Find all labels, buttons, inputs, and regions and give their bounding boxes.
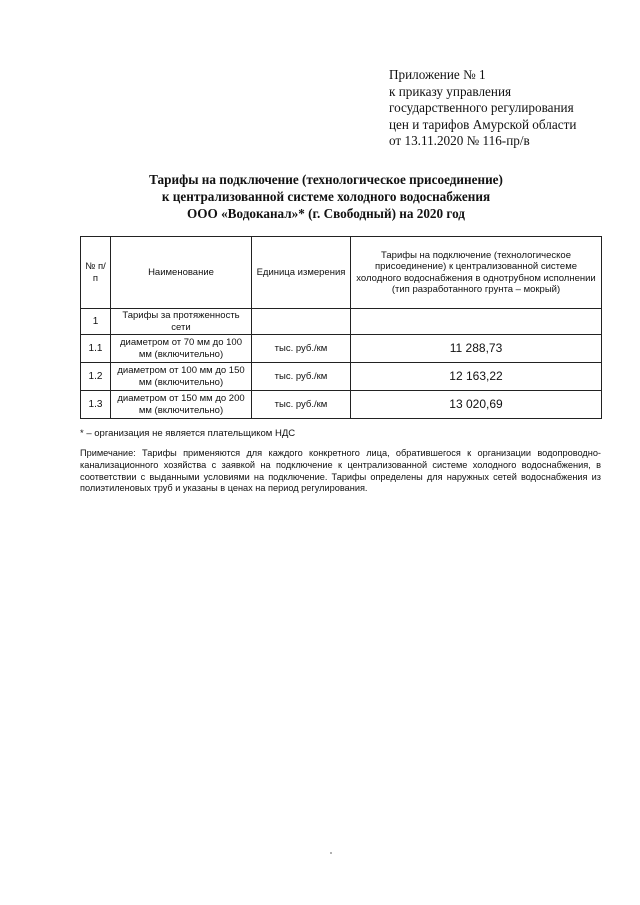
title-line: Тарифы на подключение (технологическое присоединение) xyxy=(149,172,503,187)
tariff-table xyxy=(80,236,602,419)
cell-num: 1 xyxy=(81,309,111,335)
appendix-line: государственного регулирования xyxy=(389,100,574,115)
document-title xyxy=(100,171,552,222)
cell-num: 1.2 xyxy=(81,363,111,391)
cell-name: диаметром от 100 мм до 150 мм (включительно) xyxy=(111,363,252,391)
appendix-line: от 13.11.2020 № 116-пр/в xyxy=(389,133,530,148)
cell-unit: тыс. руб./км xyxy=(252,391,351,419)
appendix-line: цен и тарифов Амурской области xyxy=(389,116,577,132)
table-row xyxy=(81,363,602,391)
cell-name: диаметром от 150 мм до 200 мм (включительно) xyxy=(111,391,252,419)
cell-unit: тыс. руб./км xyxy=(252,335,351,363)
footnote: * – организация не является плательщиком НДС xyxy=(80,428,296,439)
appendix-header xyxy=(389,67,629,150)
cell-unit: тыс. руб./км xyxy=(252,363,351,391)
cell-value: 12 163,22 xyxy=(351,363,602,391)
appendix-line: Приложение № 1 xyxy=(389,67,486,82)
table-row xyxy=(81,391,602,419)
cell-value: 11 288,73 xyxy=(351,335,602,363)
cell-name: Тарифы за протяженность сети xyxy=(111,309,252,335)
cell-value: 13 020,69 xyxy=(351,391,602,419)
cell-value xyxy=(351,309,602,335)
header-num: № п/п xyxy=(81,237,111,309)
cell-unit xyxy=(252,309,351,335)
header-name: Наименование xyxy=(111,237,252,309)
table-header-row xyxy=(81,237,602,309)
table-row xyxy=(81,335,602,363)
appendix-line: к приказу управления xyxy=(389,83,512,99)
header-unit: Единица измерения xyxy=(252,237,351,309)
title-line: к централизованной системе холодного водоснабжения xyxy=(161,189,491,204)
cell-num: 1.3 xyxy=(81,391,111,419)
cell-name: диаметром от 70 мм до 100 мм (включительно) xyxy=(111,335,252,363)
title-line: ООО «Водоканал»* (г. Свободный) на 2020 год xyxy=(187,206,465,221)
scan-speck xyxy=(330,852,332,854)
table-section-row xyxy=(81,309,602,335)
cell-num: 1.1 xyxy=(81,335,111,363)
header-tariff: Тарифы на подключение (технологическое присоединение) к централизованной системе холодного водоснабжения в однотрубном исполнении (тип разработанного грунта – мокрый) xyxy=(351,237,602,309)
note-paragraph: Примечание: Тарифы применяются для каждого конкретного лица, обратившегося к организации водопроводно-канализационного хозяйства с заявкой на подключение к централизованной системе холодного водоснабжения, в соответствии с выданными условиями на подключение. Тарифы определены для наружных сетей водоснабжения из полиэтиленовых труб и указаны в ценах на период регулирования. xyxy=(80,448,601,494)
